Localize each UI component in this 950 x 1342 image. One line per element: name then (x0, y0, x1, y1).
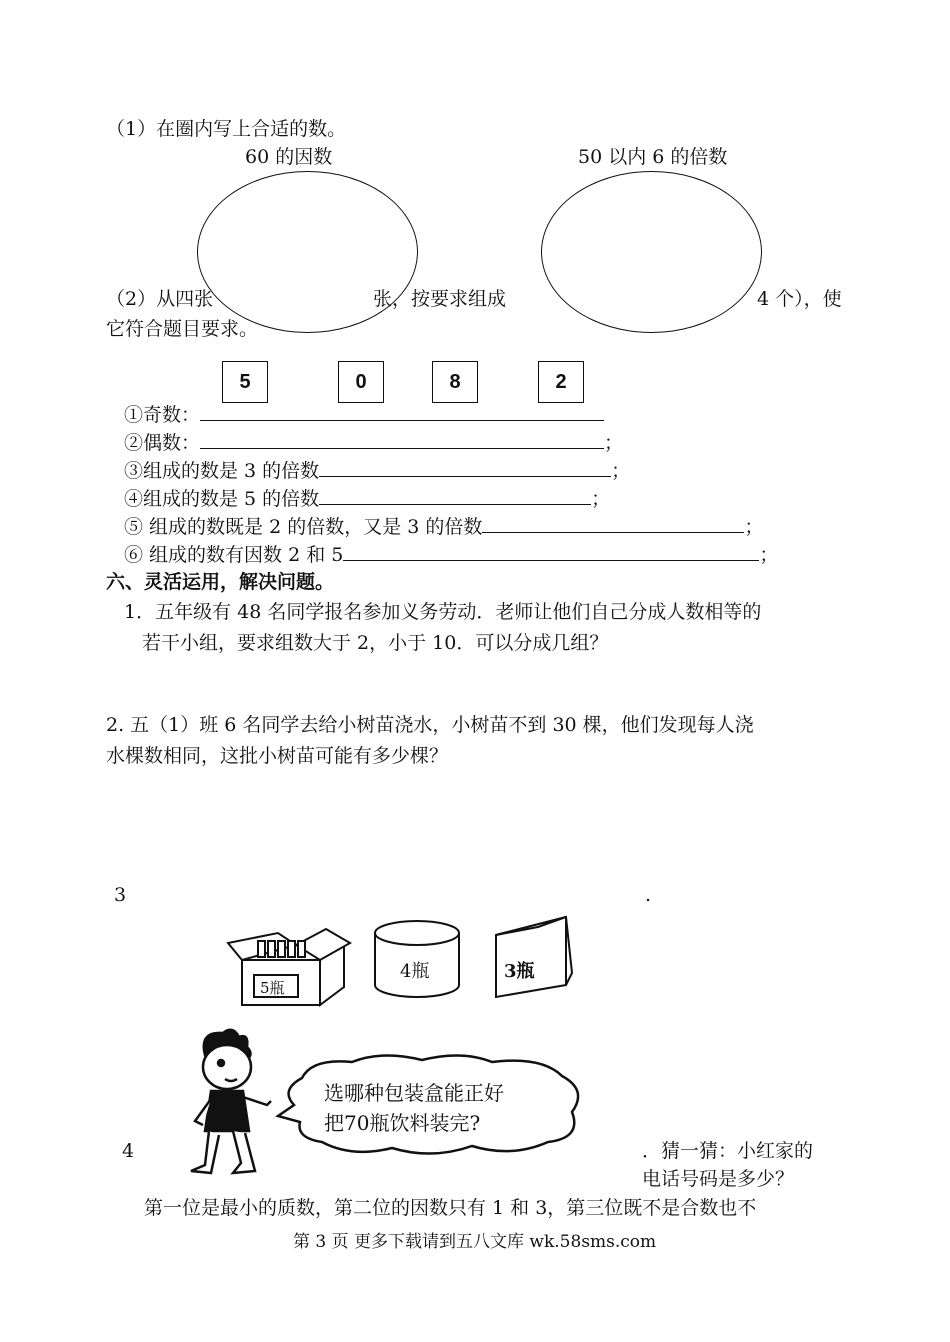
problem4-line2: 电话号码是多少？ (642, 1168, 795, 1190)
answer-circle-multiples[interactable] (541, 171, 762, 333)
bubble-line: 选哪种包装盒能正好 (324, 1081, 504, 1105)
item-odd (124, 402, 604, 427)
item-multiple-3 (124, 458, 630, 483)
problem4-line1: ．猜一猜：小红家的 (642, 1140, 814, 1162)
answer-line[interactable] (200, 402, 604, 421)
item-label: ⑤ 组成的数既是 2 的倍数，又是 3 的倍数 (124, 516, 483, 538)
box-5-bottles-icon (228, 929, 350, 1005)
section6-heading: 六、灵活运用，解决问题。 (106, 571, 335, 593)
q2-line1-middle: 张，按要求组成 (373, 288, 507, 310)
answer-line[interactable] (319, 458, 611, 477)
item-end: ； (604, 432, 624, 454)
problem4-number: 4 (122, 1140, 135, 1162)
answer-line[interactable] (200, 430, 604, 449)
box-label: 5瓶 (260, 979, 285, 997)
problem2-line2: 水棵数相同，这批小树苗可能有多少棵？ (106, 745, 449, 767)
item-label: ⑥ 组成的数有因数 2 和 5 (124, 544, 344, 566)
box-label: 4瓶 (400, 961, 430, 982)
packaging-illustration (220, 905, 640, 1045)
number-card: 5 (222, 361, 268, 403)
answer-line[interactable] (319, 486, 591, 505)
prism-3-bottles-icon (496, 917, 572, 997)
problem4-line3: 第一位是最小的质数，第二位的因数只有 1 和 3，第三位既不是合数也不 (144, 1197, 757, 1219)
problem1-line2: 若干小组，要求组数大于 2，小于 10．可以分成几组？ (142, 632, 609, 654)
item-label: ①奇数： (124, 404, 201, 426)
q2-line1-start: （2）从四张 (106, 288, 214, 310)
answer-line[interactable] (482, 514, 744, 533)
box-label: 3瓶 (504, 961, 535, 982)
item-end: ； (591, 488, 611, 510)
problem3-number: 3 (114, 884, 127, 906)
number-card: 8 (432, 361, 478, 403)
label-factors-60: 60 的因数 (245, 146, 333, 168)
item-end: ； (611, 460, 631, 482)
problem3-dot: . (645, 884, 652, 906)
item-multiple-2-and-3 (124, 514, 763, 539)
q1-instruction: （1）在圈内写上合适的数。 (106, 118, 347, 140)
bubble-line: 把70瓶饮料装完? (324, 1111, 481, 1135)
problem2-line1: 2. 五（1）班 6 名同学去给小树苗浇水，小树苗不到 30 棵，他们发现每人浇 (106, 714, 754, 736)
item-label: ②偶数： (124, 432, 201, 454)
q2-line1-end: 4 个），使 (757, 288, 842, 310)
item-even (124, 430, 623, 455)
cylinder-4-bottles-icon (375, 921, 459, 997)
answer-line[interactable] (343, 542, 759, 561)
speech-bubble (272, 1050, 592, 1160)
q2-line2: 它符合题目要求。 (106, 318, 259, 340)
page-footer: 第 3 页 更多下载请到五八文库 wk.58sms.com (293, 1232, 657, 1252)
item-end: ； (744, 516, 764, 538)
item-label: ④组成的数是 5 的倍数 (124, 488, 320, 510)
label-multiples-6: 50 以内 6 的倍数 (578, 146, 728, 168)
problem1-line1: 1．五年级有 48 名同学报名参加义务劳动．老师让他们自己分成人数相等的 (124, 601, 762, 623)
item-label: ③组成的数是 3 的倍数 (124, 460, 320, 482)
answer-circle-factors[interactable] (197, 171, 418, 333)
item-multiple-5 (124, 486, 610, 511)
item-factors-2-and-5 (124, 542, 778, 567)
number-card: 0 (338, 361, 384, 403)
number-card: 2 (538, 361, 584, 403)
item-end: ； (759, 544, 779, 566)
